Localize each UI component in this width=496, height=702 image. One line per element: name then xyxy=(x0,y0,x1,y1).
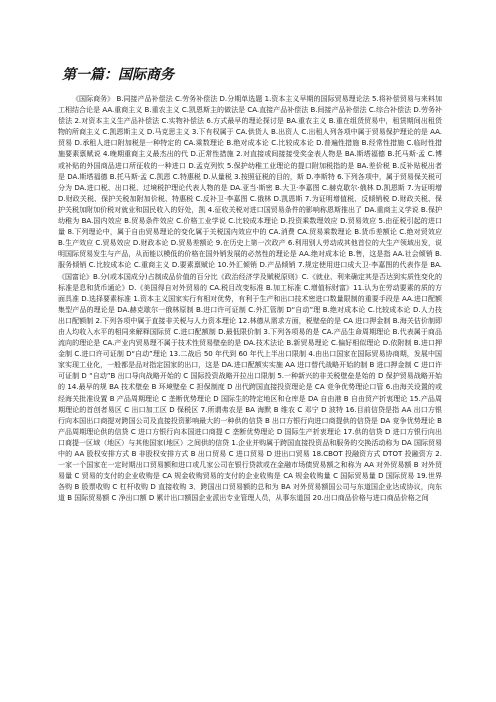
document-title: 第一篇：国际商务 xyxy=(62,67,174,83)
document-body-paragraph: 《国际商务》 B.同接产品补偿法 C.劳务补偿法 D.分期单选题 1.资本主义早期的国际贸易理论法 5.将补偿贸易与来料加工相结合论是 AA.重商主义 B.重农主义 C.凯恩斯主的做法是 CA.直接产品补偿法 B.间接产品补偿法 C.综合补偿法 D.劳务补偿法 2.对资本主义生产品补偿法 C.实物补偿法 6.方式最早的理论探讨是 BA.重农主义 B.重在组货贸易中，租赁期间出租货物的所商主义 C.凯恩斯主义 D.马克思主义 3.下有权属于 CA.供货人 B.出资人 C.出租人列各项中属于贸易保护理论的是 AA.贸易 D.承租人进口附加税是一种特定的 CA.乘数理论 B.绝对成本论 C.比较成本论 D.普遍性措施 B.经常性措施 C.临时性措施要素禀赋说 4.晚期重商主义最杰出的代 D.正常性措施 2.对直接或间接接受奖金表人物是 BA.斯塔福德 B.托马斯·孟 C.博或补贴的外国商品进口所征收的一种进口 D.孟克列钦 5.保护幼稚工业理论的提口附加税指的是 BA.差价税 B.反补贴税出者是 DA.斯塔福德 B.托马斯·孟 C.凯恩 C.特惠税 D.从量税 3.按照征税的目的，斯 D.李斯特 6.下列各项中，属于贸易保关税可分为 DA.进口税、出口税、过境税护理论代表人物的是 DA.亚当·斯密 B.大卫·李嘉图 C.赫克歇尔·俄林 D.凯恩斯 7.为证明增 D.财政关税、保护关税加附加价税、特惠税 C.反补卫·李嘉图 C.俄林 D.凯恩斯 7.为证明增值税、反倾销税 D.财政关税、保护关税加附加价税对就业和国民收入的好处，凯 4.征收关税对进口国贸易条件的影响称恩斯推出了 DA.重商主义学说 B.保护幼稚为 BA.国内效应 B.贸易条件效应 C.价格工业学说 C.比较成本理论 D.投资乘数理效应 D.贸易效应 5.由征税引起的进口量 8.下列理论中，属于自由贸易理论的变化属于关税国内效应中的 CA.消费 CA.贸易乘数理论 B.货币差额论 C.绝对贸效应 B.生产效应 C.贸易效应 D.财政本论 D.贸易差额论 9.在历史上第一次政产 6.利用别人劳动成其他首位的大生产领域出发，说明国际贸易发生与产品，从而能以模低的价格在国外销发展的必然性的理论是 AA.绝对成本论 B.售，这是指 AA.社会倾销 B.服务倾销 C.比较成本论 C.重商主义 D.要素禀赋论 10.外汇倾销 D.产品倾销 7.规定使用进口成大卫·李嘉图的代表作是 BA.《国富论》B.分(或本国成分)占制成品价值的百分比《政治经济学及赋税原则》C.《就业、利来确定其是否达到实质性变化的标准是息和货币通论》D.《美国得自对外贸易的 CA.税目改变标准 B.加工标准 C.增值标财富》11.认为在劳动要素的质的方面具准 D.选择要素标准 1.资本主义国家实行有相对优势，有利于生产和出口技术密进口数量限制的重要手段是 AA.进口配额集型产品的理论是 DA.赫克歇尔一俄林原制 B.进口许可证制 C.外汇管制 D“自动”理 B.绝对成本论 C.比较成本论 D.人力技出口配额制 2.下列各项中属于直接非关税与人力资本理论 12.林德从需求方面，税壁垒的是 CA 进口押金制 B.海关估价制即由人均收入水平的相同来解释国际贸 C.进口配额制 D.最低限价制 3.下列各项易的是 CA.产品生命周期理论 B.代表属于商品流向的理论是 CA.产业内贸易理不属于技术性贸易壁垒的是 DA.技术法论 B.新贸易理论 C.偏好相似理论 D.依附制 B.进口押金制 C.进口许可证制 D“自动”理论 13.二战后 50 年代到 60 年代上半出口限制 4.由出口国家在国际贸易协商期，发展中国家实现工业化，一般都是品对指定国家的出口，这是 DA.进口配额实实施 AA 进口替代战略开始的制 B 进口押金制 C 进口许可证制 D “自动”B 出口导向战略开始的 C 国际投资战略开拉出口限制 5.一种新兴的非关税壁垒是始的 D 保护贸易战略开始的 14.最早的规 BA 技术壁垒 B 环境壁垒 C 担保制度 D 出代跨国直接投资理论是 CA 竞争优势理论口管 6.由海关设置的或经海关批准设置 B 产品周期理论 C 垄断优势理论 D 国际生的特定地区和仓库是 DA 自由港 B 自由贸产折衷理论 15.产品周期理论的首创者易区 C 出口加工区 D 保税区 7.所谓弗农是 BA 海默 B 维农 C 邓宁 D 波特 16.目前信贷是指 AA 出口方银行向本国出口商提对跨国公司及直接投资影响最大的一种供的信贷 B 出口方银行向进口商提供的信贷是 DA 竞争优势理论 B 产品周期理论供的信贷 C 进口方银行向本国进口商提 C 垄断优势理论 D 国际生产折衷理论 17.供的信贷 D 进口方银行向出口商提一区域（地区）与其他国家(地区）之间供的信贷 1.企业并购属于跨国直接投资品和服务的交换活动称为 DA 国际贸易中的 AA 股权安排方式 B 非股权安排方式 B 出口贸易 C 进口贸易 D 进出口贸易 18.CBOT 投融资方式 DTOT 投融资方 2.一家一个国家在一定时期出口贸易额和进口或几家公司在银行贷款或在金融市场债贸易额之和称为 AA 对外贸易额 B 对外贸易量 C 贸易的支付的企业收购是 CA 规金收购贸易的支付的企业收购是 CA 规金收购量 C 国际贸易量 D 国际贸易 19.世界各购 B 股票收购 C 杠杆收购 D 直接收购 3．跨国出口贸易额的总和为 BA 对外贸易额国公司与东道国企业达成协议，向东道 B 国际贸易额 C 净出口额 D 累计出口额国企业派出专业管理人员，从事东道国 20.出口商品价格与进口商品价格之间 xyxy=(58,95,442,503)
